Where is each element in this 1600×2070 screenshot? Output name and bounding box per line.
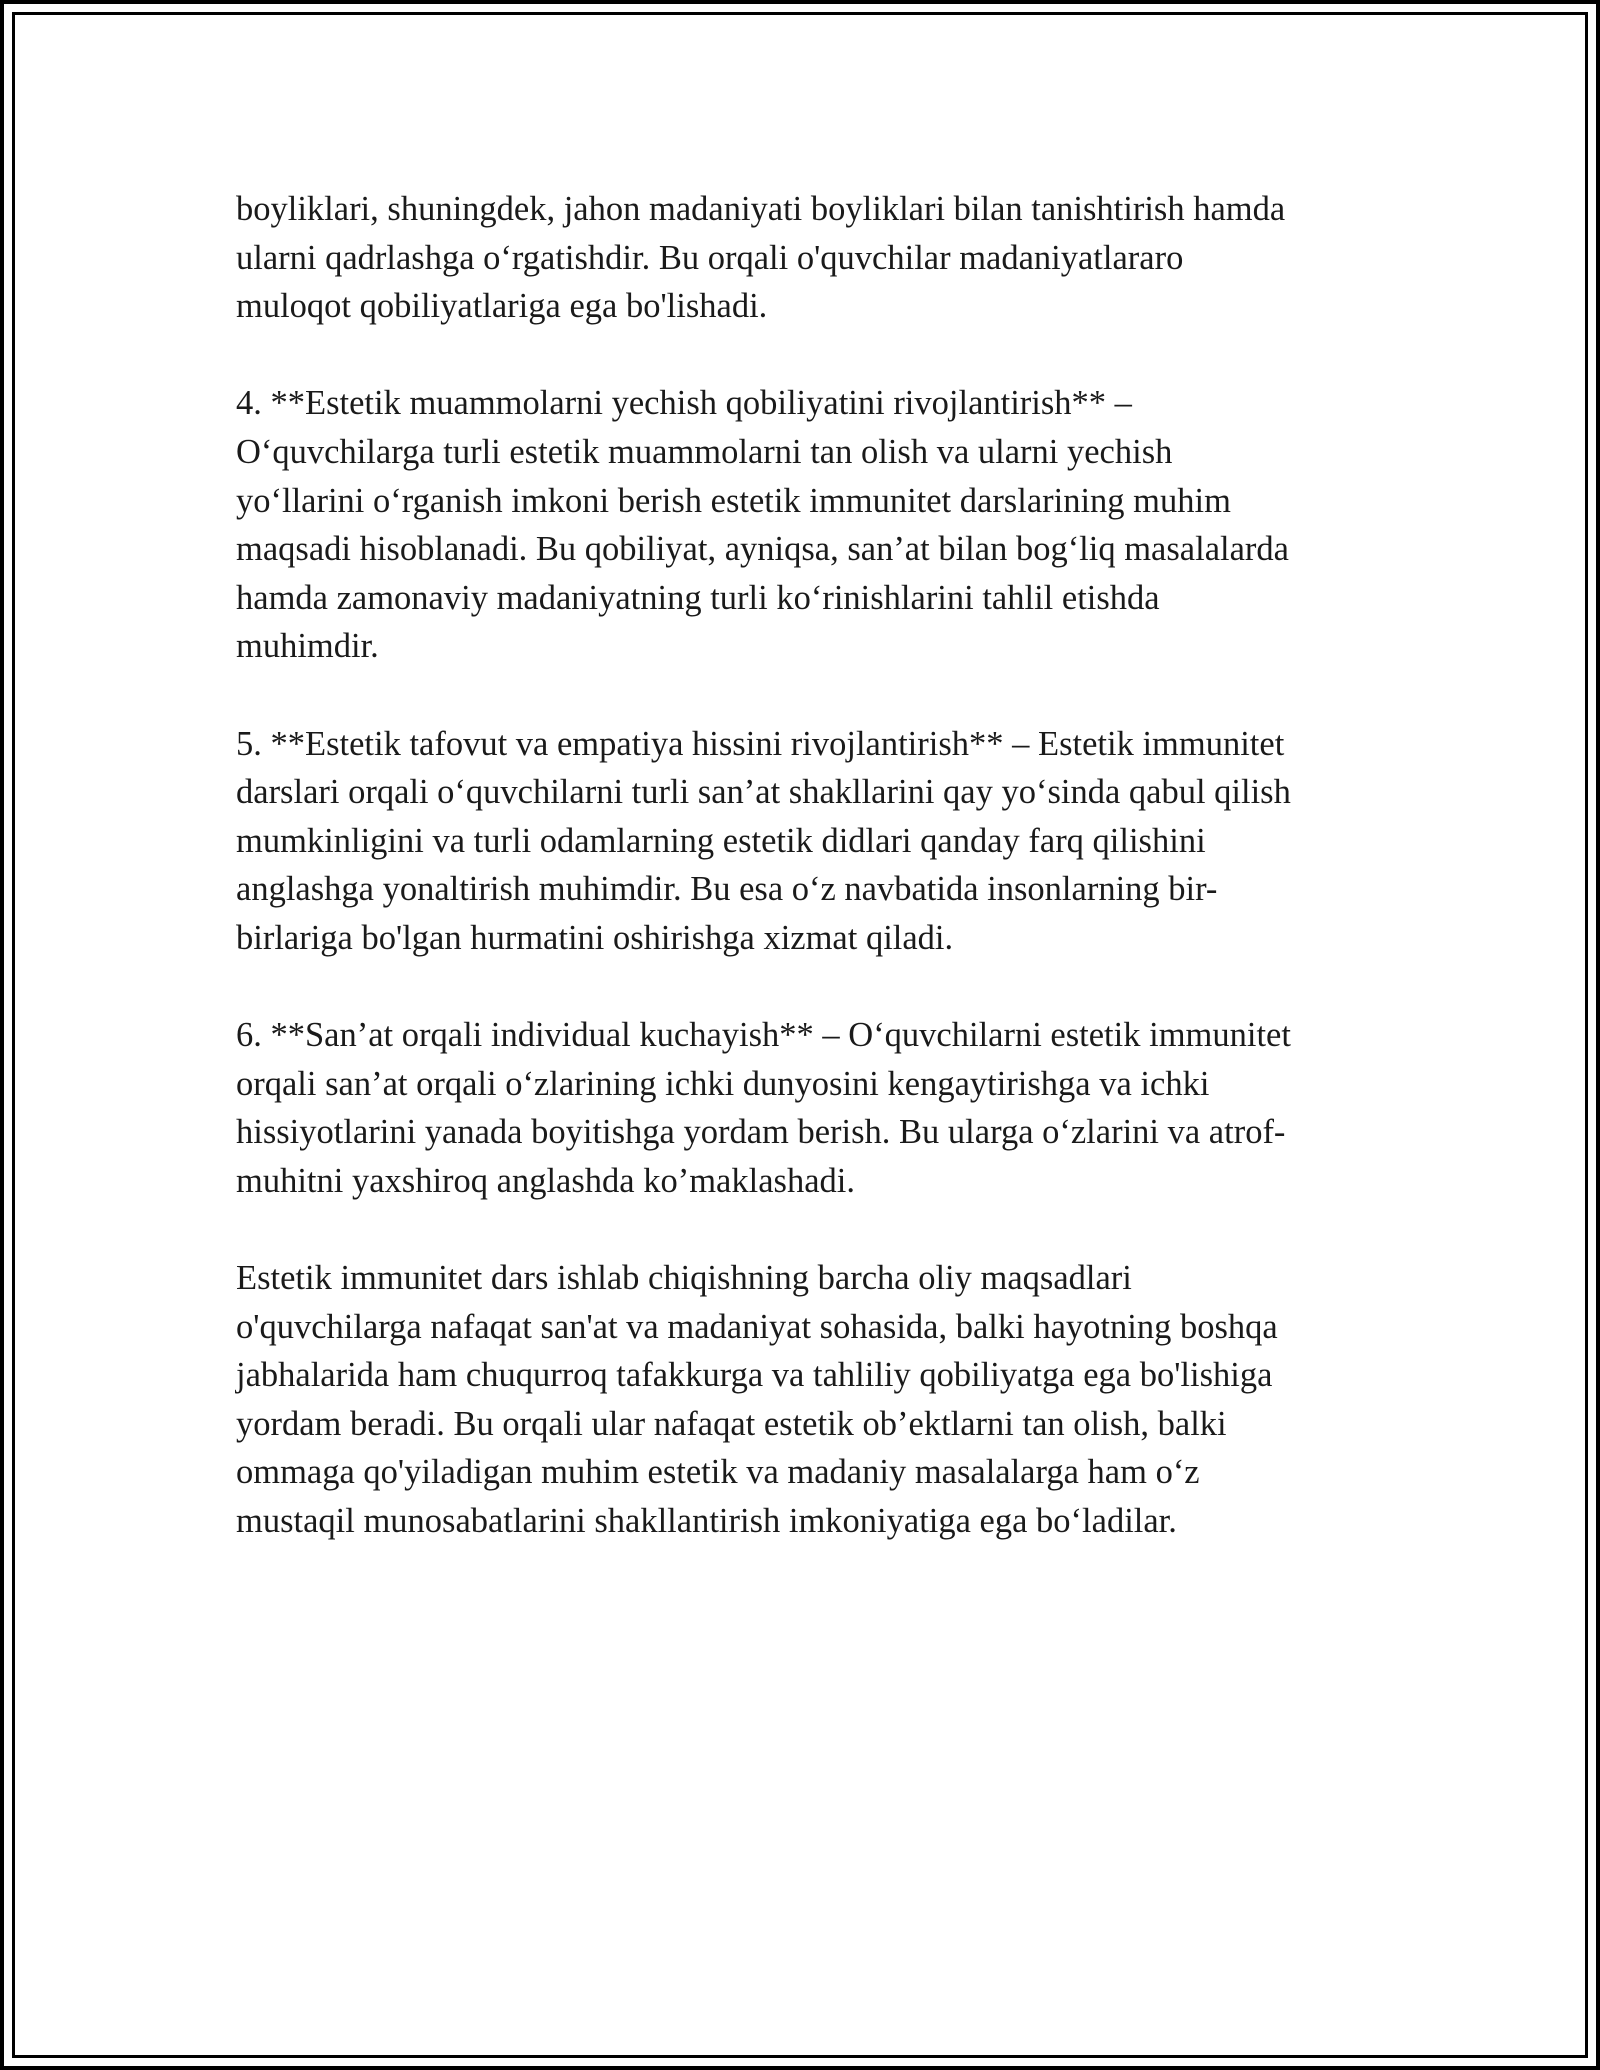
text-line: yo‘llarini o‘rganish imkoni berish estetik immunitet darslarining muhim	[236, 481, 1231, 520]
text-line: mustaqil munosabatlarini shakllantirish imkoniyatiga ega bo‘ladilar.	[236, 1502, 1177, 1541]
text-line: O‘quvchilarga turli estetik muammolarni tan olish va ularni yechish	[236, 432, 1173, 471]
text-line: mumkinligini va turli odamlarning estetik didlari qanday farq qilishini	[236, 821, 1206, 860]
paragraph-intro-continuation	[236, 185, 1416, 331]
text-line: yordam beradi. Bu orqali ular nafaqat estetik ob’ektlarni tan olish, balki	[236, 1404, 1227, 1443]
text-line: jabhalarida ham chuqurroq tafakkurga va tahliliy qobiliyatga ega bo'lishiga	[236, 1356, 1273, 1395]
text-line: boyliklari, shuningdek, jahon madaniyati boyliklari bilan tanishtirish hamda	[236, 190, 1286, 228]
text-line: birlariga bo'lgan hurmatini oshirishga xizmat qiladi.	[236, 918, 954, 957]
text-line: 5. **Estetik tafovut va empatiya hissini rivojlantirish** – Estetik immunitet	[236, 724, 1285, 763]
paragraph-item-5	[236, 720, 1416, 963]
text-line: hamda zamonaviy madaniyatning turli ko‘rinishlarini tahlil etishda	[236, 578, 1160, 617]
text-line: Estetik immunitet dars ishlab chiqishning barcha oliy maqsadlari	[236, 1259, 1132, 1298]
text-line: hissiyotlarini yanada boyitishga yordam berish. Bu ularga o‘zlarini va atrof-	[236, 1113, 1286, 1152]
text-line: ularni qadrlashga o‘rgatishdir. Bu orqali o'quvchilar madaniyatlararo	[236, 238, 1184, 277]
text-line: anglashga yonaltirish muhimdir. Bu esa o‘z navbatida insonlarning bir-	[236, 870, 1218, 909]
text-line: 6. **San’at orqali individual kuchayish** – O‘quvchilarni estetik immunitet	[236, 1016, 1291, 1055]
paragraph-item-4	[236, 379, 1416, 671]
text-line: muloqot qobiliyatlariga ega bo'lishadi.	[236, 287, 768, 326]
document-body	[236, 185, 1416, 1546]
text-line: maqsadi hisoblanadi. Bu qobiliyat, ayniqsa, san’at bilan bog‘liq masalalarda	[236, 530, 1289, 569]
text-line: darslari orqali o‘quvchilarni turli san’at shakllarini qay yo‘sinda qabul qilish	[236, 773, 1291, 812]
text-line: 4. **Estetik muammolarni yechish qobiliyatini rivojlantirish** –	[236, 384, 1132, 423]
paragraph-item-6	[236, 1011, 1416, 1205]
text-line: muhitni yaxshiroq anglashda ko’maklashadi.	[236, 1161, 855, 1200]
text-line: o'quvchilarga nafaqat san'at va madaniyat sohasida, balki hayotning boshqa	[236, 1307, 1278, 1346]
paragraph-conclusion	[236, 1254, 1416, 1546]
text-line: muhimdir.	[236, 627, 379, 666]
text-line: orqali san’at orqali o‘zlarining ichki dunyosini kengaytirishga va ichki	[236, 1064, 1210, 1103]
text-line: ommaga qo'yiladigan muhim estetik va madaniy masalalarga ham o‘z	[236, 1453, 1200, 1492]
